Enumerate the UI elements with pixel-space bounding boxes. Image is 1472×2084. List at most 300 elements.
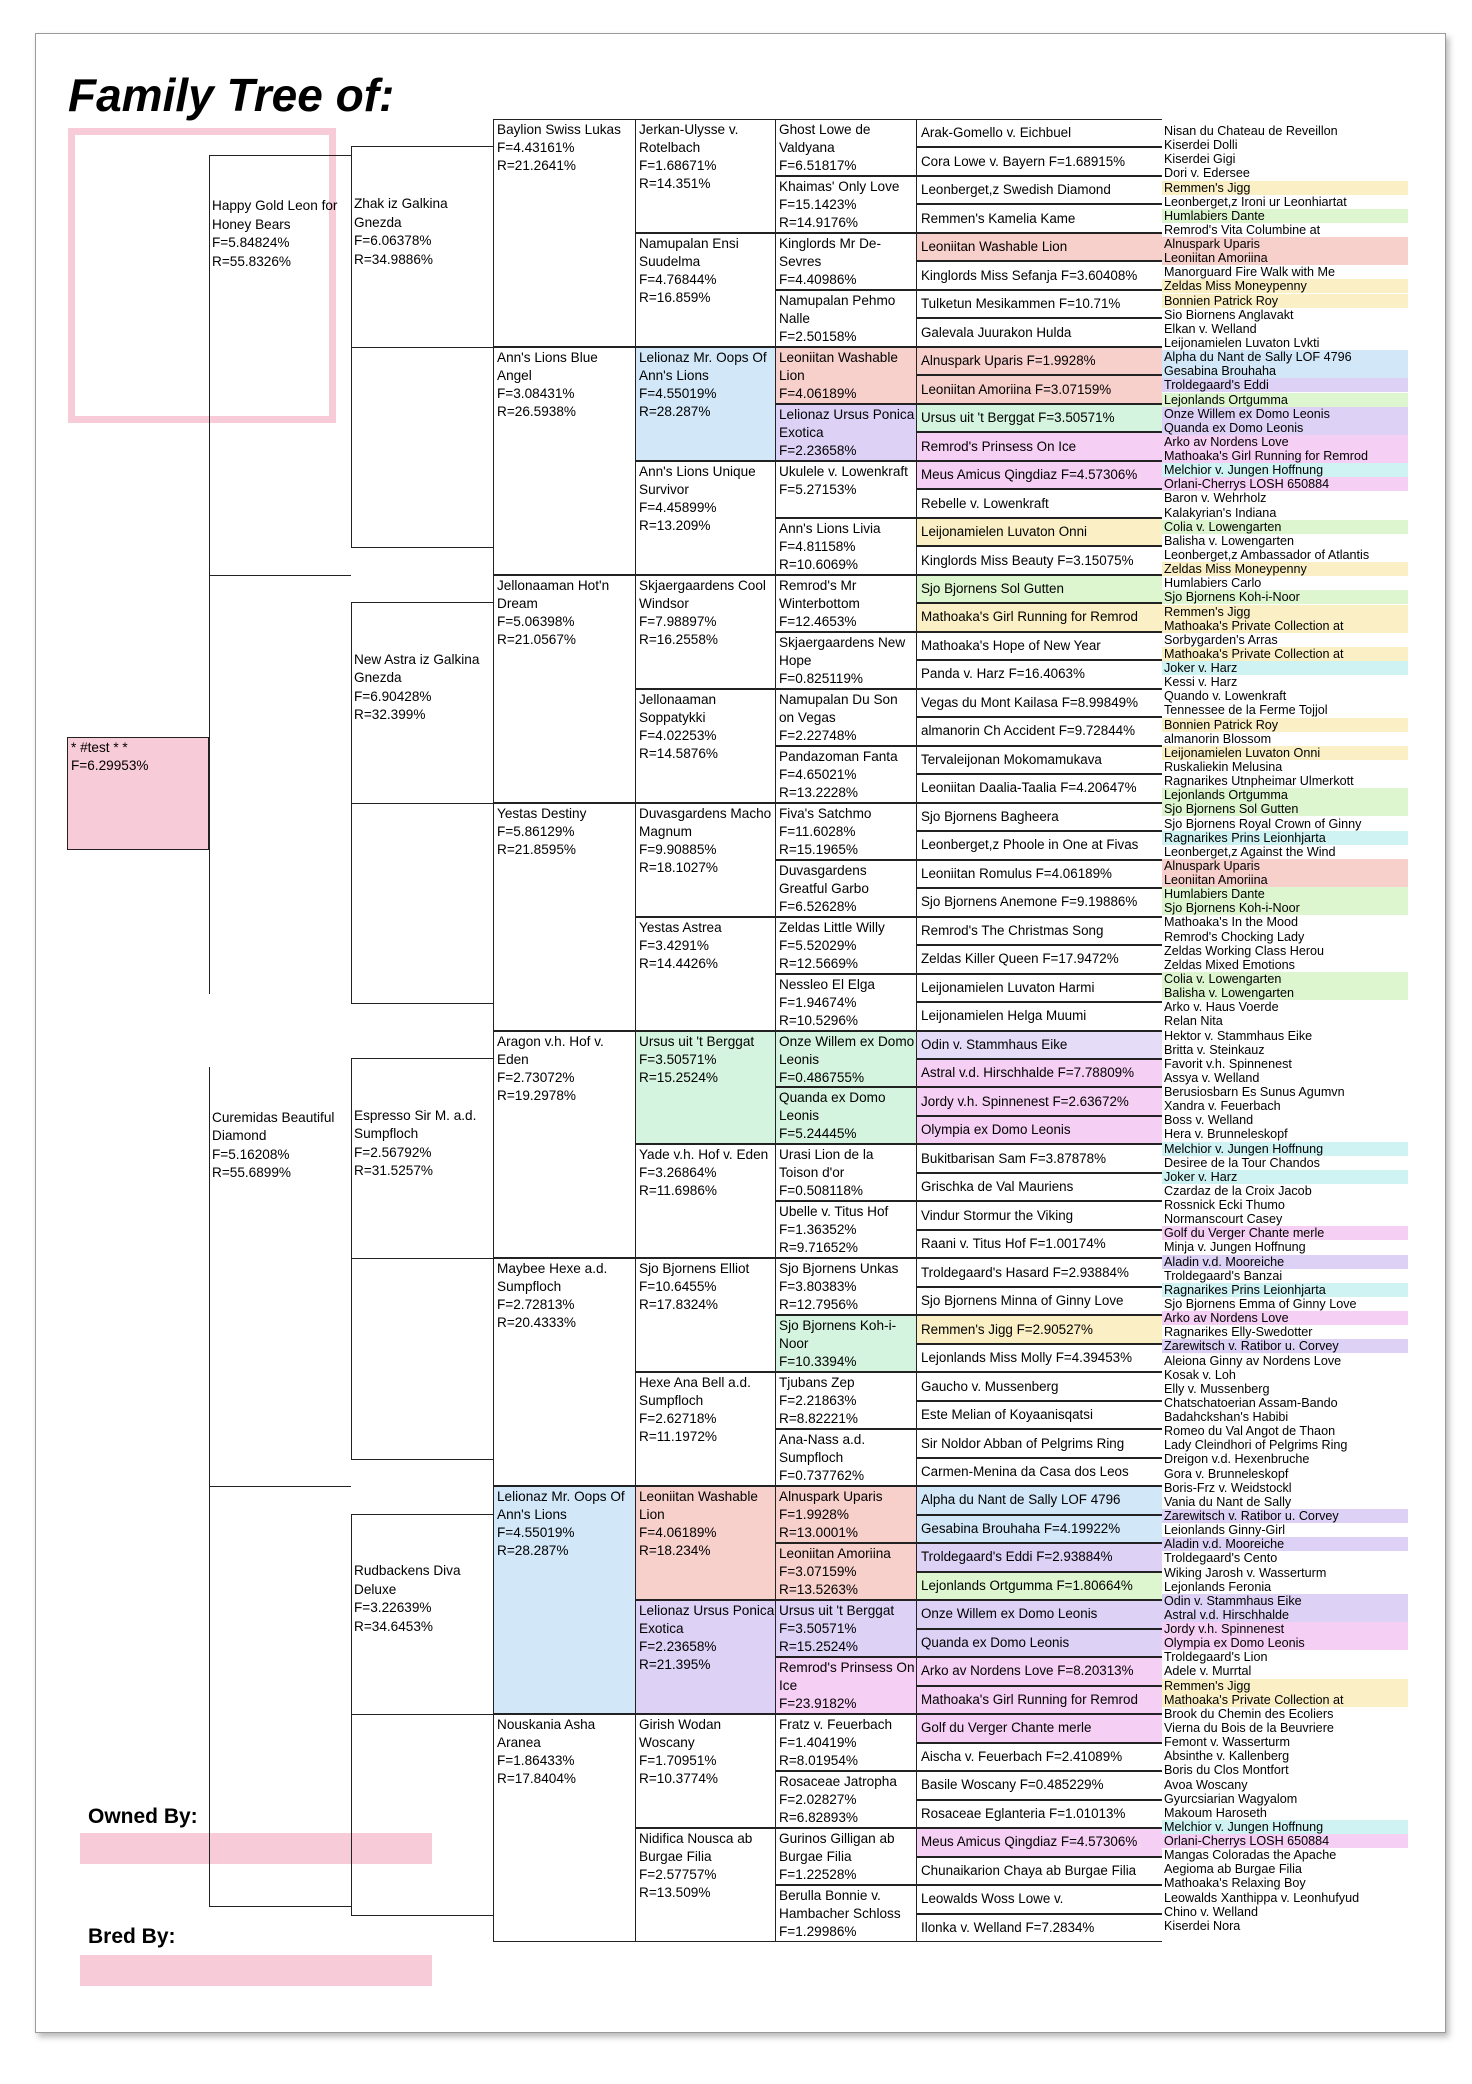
pedigree-gen8-name[interactable]: Zeldas Miss Moneypenny bbox=[1162, 279, 1408, 293]
pedigree-cell-gen7[interactable] bbox=[916, 1600, 1162, 1628]
pedigree-gen8-name[interactable]: Baron v. Wehrholz bbox=[1164, 491, 1267, 506]
pedigree-cell-gen7[interactable] bbox=[916, 1201, 1162, 1229]
pedigree-cell-gen6[interactable] bbox=[775, 974, 916, 1031]
pedigree-cell-gen5[interactable] bbox=[635, 347, 775, 461]
pedigree-cell-gen5[interactable] bbox=[635, 1031, 775, 1145]
pedigree-cell-gen7[interactable] bbox=[916, 119, 1162, 147]
pedigree-cell-gen7[interactable] bbox=[916, 1116, 1162, 1144]
pedigree-cell-gen7[interactable] bbox=[916, 1059, 1162, 1087]
pedigree-gen8-name[interactable]: Joker v. Harz bbox=[1162, 1170, 1408, 1184]
pedigree-cell-gen7[interactable] bbox=[916, 888, 1162, 916]
pedigree-stat: F=0.508118% bbox=[779, 1183, 864, 1199]
pedigree-cell-gen6[interactable] bbox=[775, 1031, 916, 1088]
pedigree-cell-gen7[interactable] bbox=[916, 575, 1162, 603]
pedigree-gen8-name[interactable]: Humlabiers Dante bbox=[1162, 887, 1408, 901]
pedigree-gen8-name[interactable]: Femont v. Wasserturm bbox=[1164, 1735, 1290, 1750]
pedigree-cell-gen6[interactable] bbox=[775, 1258, 916, 1315]
pedigree-gen8-name[interactable]: Leoniitan Amoriina bbox=[1162, 873, 1408, 887]
pedigree-cell-gen7[interactable] bbox=[916, 432, 1162, 460]
pedigree-gen8-name[interactable]: Chatschatoerian Assam-Bando bbox=[1164, 1395, 1338, 1410]
pedigree-gen8-name[interactable]: Orlani-Cherrys LOSH 650884 bbox=[1162, 477, 1408, 491]
pedigree-gen8-name[interactable]: Joker v. Harz bbox=[1162, 661, 1408, 675]
pedigree-gen8-name[interactable]: Dori v. Edersee bbox=[1164, 166, 1250, 181]
pedigree-gen8-name[interactable]: Sjo Bjornens Koh-i-Noor bbox=[1162, 901, 1408, 915]
pedigree-gen8-name[interactable]: Ragnarikes Utnpheimar Ulmerkott bbox=[1164, 774, 1354, 789]
pedigree-cell-gen6[interactable] bbox=[775, 1828, 916, 1885]
pedigree-cell-gen7[interactable] bbox=[916, 404, 1162, 432]
pedigree-cell-gen7[interactable] bbox=[916, 1515, 1162, 1543]
pedigree-cell-gen7[interactable] bbox=[916, 489, 1162, 517]
pedigree-cell-gen7[interactable] bbox=[916, 1486, 1162, 1514]
pedigree-cell-gen7[interactable] bbox=[916, 1572, 1162, 1600]
pedigree-cell-gen7[interactable] bbox=[916, 261, 1162, 289]
pedigree-gen8-name[interactable]: Boss v. Welland bbox=[1164, 1113, 1254, 1128]
pedigree-cell-gen7[interactable] bbox=[916, 1429, 1162, 1457]
pedigree-name: Alpha du Nant de Sally LOF 4796 bbox=[921, 1492, 1121, 1508]
pedigree-gen8-name[interactable]: Bonnien Patrick Roy bbox=[1162, 718, 1408, 732]
pedigree-cell-gen7[interactable] bbox=[916, 632, 1162, 660]
pedigree-name: Ann's Lions Livia bbox=[779, 520, 881, 536]
pedigree-name: Fiva's Satchmo bbox=[779, 805, 872, 821]
pedigree-gen8-name[interactable]: Mathoaka's Private Collection at bbox=[1162, 1693, 1408, 1707]
pedigree-gen8-name[interactable]: Gora v. Brunneleskopf bbox=[1164, 1466, 1289, 1481]
pedigree-gen8-name[interactable]: Kalakyrian's Indiana bbox=[1164, 505, 1277, 520]
pedigree-gen8-name[interactable]: Brook du Chemin des Ecoliers bbox=[1164, 1706, 1334, 1721]
pedigree-cell-gen7[interactable] bbox=[916, 1800, 1162, 1828]
pedigree-cell-gen6[interactable] bbox=[775, 461, 916, 518]
pedigree-name: Leoniitan Washable Lion bbox=[921, 239, 1068, 255]
pedigree-cell-gen7[interactable] bbox=[916, 860, 1162, 888]
pedigree-cell-gen5[interactable] bbox=[635, 803, 775, 917]
pedigree-cell-gen6[interactable] bbox=[775, 1543, 916, 1600]
pedigree-name: Lelionaz Ursus Ponica Exotica bbox=[639, 1603, 775, 1637]
pedigree-cell-gen6[interactable] bbox=[775, 803, 916, 860]
pedigree-gen8-name[interactable]: Manorguard Fire Walk with Me bbox=[1164, 265, 1335, 280]
pedigree-cell-gen5[interactable] bbox=[635, 1372, 775, 1486]
pedigree-cell-gen7[interactable] bbox=[916, 1173, 1162, 1201]
pedigree-name: Fratz v. Feuerbach bbox=[779, 1717, 893, 1733]
pedigree-cell-gen5[interactable] bbox=[635, 917, 775, 1031]
pedigree-gen8-name[interactable]: Quando v. Lowenkraft bbox=[1164, 689, 1287, 704]
pedigree-cell-gen6[interactable] bbox=[775, 1315, 916, 1372]
pedigree-cell-gen3[interactable] bbox=[351, 650, 493, 753]
pedigree-cell-gen4[interactable] bbox=[493, 1714, 635, 1942]
pedigree-cell-gen5[interactable] bbox=[635, 1258, 775, 1372]
pedigree-gen8-name[interactable]: Zeldas Mixed Emotions bbox=[1164, 957, 1295, 972]
pedigree-cell-gen7[interactable] bbox=[916, 1031, 1162, 1059]
pedigree-cell-gen6[interactable] bbox=[775, 1657, 916, 1714]
pedigree-gen8-name[interactable]: Zarewitsch v. Ratibor u. Corvey bbox=[1162, 1339, 1408, 1353]
pedigree-gen8-name[interactable]: Favorit v.h. Spinnenest bbox=[1164, 1056, 1292, 1071]
pedigree-cell-gen7[interactable] bbox=[916, 660, 1162, 688]
pedigree-gen8-name[interactable]: Mangas Coloradas the Apache bbox=[1164, 1848, 1337, 1863]
pedigree-cell-gen7[interactable] bbox=[916, 1087, 1162, 1115]
pedigree-gen8-name[interactable]: Avoa Woscany bbox=[1164, 1777, 1248, 1792]
pedigree-name: Leijonamielen Helga Muumi bbox=[921, 1008, 1087, 1024]
pedigree-stat: F=2.56792% bbox=[354, 1144, 432, 1160]
pedigree-name: Kinglords Miss Beauty F=3.15075% bbox=[921, 552, 1134, 568]
pedigree-gen8-name[interactable]: Sjo Bjornens Sol Gutten bbox=[1162, 802, 1408, 816]
pedigree-gen8-name[interactable]: Bonnien Patrick Roy bbox=[1162, 294, 1408, 308]
pedigree-gen8-name[interactable]: Xandra v. Feuerbach bbox=[1164, 1099, 1281, 1114]
pedigree-gen8-name[interactable]: Lady Cleindhori of Pelgrims Ring bbox=[1164, 1438, 1348, 1453]
pedigree-name: Jerkan-Ulysse v. Rotelbach bbox=[639, 122, 739, 155]
pedigree-cell-gen7[interactable] bbox=[916, 717, 1162, 745]
pedigree-gen8-name[interactable]: Colia v. Lowengarten bbox=[1162, 520, 1408, 534]
pedigree-cell-gen2[interactable] bbox=[209, 196, 351, 296]
pedigree-gen8-name[interactable]: Jordy v.h. Spinnenest bbox=[1162, 1622, 1408, 1636]
pedigree-name: Remrod's Mr Winterbottom bbox=[779, 577, 860, 611]
pedigree-cell-gen3[interactable] bbox=[351, 1561, 493, 1664]
pedigree-name: Namupalan Ensi Suudelma bbox=[639, 235, 739, 269]
pedigree-cell-gen7[interactable] bbox=[916, 1144, 1162, 1172]
pedigree-gen8-name[interactable]: Elly v. Mussenberg bbox=[1164, 1381, 1270, 1396]
pedigree-cell-gen6[interactable] bbox=[775, 176, 916, 233]
pedigree-gen8-name[interactable]: Absinthe v. Kallenberg bbox=[1164, 1749, 1290, 1764]
pedigree-gen8-name[interactable]: Troldegaard's Cento bbox=[1164, 1551, 1278, 1566]
pedigree-cell-gen6[interactable] bbox=[775, 404, 916, 461]
pedigree-gen8-name[interactable]: Relan Nita bbox=[1164, 1014, 1223, 1029]
pedigree-gen8-name[interactable]: Vania du Nant de Sally bbox=[1164, 1494, 1292, 1509]
pedigree-cell-gen7[interactable] bbox=[916, 774, 1162, 802]
pedigree-gen8-name[interactable]: Boris du Clos Montfort bbox=[1164, 1763, 1289, 1778]
pedigree-gen8-name[interactable]: Alpha du Nant de Sally LOF 4796 bbox=[1162, 350, 1408, 364]
pedigree-name: Girish Wodan Woscany bbox=[639, 1717, 722, 1751]
pedigree-gen8-name[interactable]: Britta v. Steinkauz bbox=[1164, 1042, 1265, 1057]
pedigree-cell-gen6[interactable] bbox=[775, 860, 916, 917]
pedigree-cell-gen6[interactable] bbox=[775, 1771, 916, 1828]
pedigree-gen8-name[interactable]: Tennessee de la Ferme Tojjol bbox=[1164, 703, 1328, 718]
pedigree-gen8-name[interactable]: Mathoaka's Private Collection at bbox=[1162, 619, 1408, 633]
pedigree-gen8-name[interactable]: Leoniitan Amoriina bbox=[1162, 251, 1408, 265]
pedigree-cell-gen4[interactable] bbox=[493, 347, 635, 575]
pedigree-gen8-name[interactable]: Kiserdei Dolli bbox=[1164, 138, 1238, 153]
pedigree-gen8-name[interactable]: Normanscourt Casey bbox=[1164, 1212, 1283, 1227]
pedigree-gen8-name[interactable]: Remmen's Jigg bbox=[1162, 181, 1408, 195]
pedigree-gen8-name[interactable]: Zeldas Miss Moneypenny bbox=[1162, 562, 1408, 576]
pedigree-cell-gen6[interactable] bbox=[775, 689, 916, 746]
pedigree-cell-gen7[interactable] bbox=[916, 318, 1162, 346]
pedigree-cell-gen2[interactable] bbox=[209, 1108, 351, 1208]
pedigree-cell-gen7[interactable] bbox=[916, 1828, 1162, 1856]
pedigree-cell-gen7[interactable] bbox=[916, 1344, 1162, 1372]
pedigree-gen8-name[interactable]: Troldegaard's Banzai bbox=[1164, 1268, 1283, 1283]
pedigree-gen8-name[interactable]: Remmen's Jigg bbox=[1162, 1679, 1408, 1693]
pedigree-cell-gen6[interactable] bbox=[775, 746, 916, 803]
pedigree-gen8-name[interactable]: Sjo Bjornens Koh-i-Noor bbox=[1162, 590, 1408, 604]
pedigree-cell-gen7[interactable] bbox=[916, 1287, 1162, 1315]
pedigree-cell-gen5[interactable] bbox=[635, 1714, 775, 1828]
pedigree-cell-gen5[interactable] bbox=[635, 1486, 775, 1600]
pedigree-gen8-name[interactable]: Leowalds Xanthippa v. Leonhufyud bbox=[1164, 1890, 1360, 1905]
pedigree-gen8-name[interactable]: Arko av Nordens Love bbox=[1162, 1311, 1408, 1325]
pedigree-cell-gen7[interactable] bbox=[916, 803, 1162, 831]
pedigree-gen8-name[interactable]: Romeo du Val Angot de Thaon bbox=[1164, 1424, 1336, 1439]
pedigree-gen8-name[interactable]: Zarewitsch v. Ratibor u. Corvey bbox=[1162, 1509, 1408, 1523]
pedigree-cell-gen7[interactable] bbox=[916, 1458, 1162, 1486]
pedigree-cell-gen6[interactable] bbox=[775, 1087, 916, 1144]
pedigree-cell-gen7[interactable] bbox=[916, 1686, 1162, 1714]
pedigree-gen8-name[interactable]: Remmen's Jigg bbox=[1162, 605, 1408, 619]
pedigree-stat: F=4.55019% bbox=[497, 1525, 575, 1541]
pedigree-gen8-name[interactable]: Leionlands Ginny-Girl bbox=[1164, 1523, 1286, 1538]
pedigree-name: almanorin Ch Accident F=9.72844% bbox=[921, 723, 1136, 739]
pedigree-gen8-name[interactable]: Mathoaka's Girl Running for Remrod bbox=[1162, 449, 1408, 463]
pedigree-cell-gen6[interactable] bbox=[775, 1600, 916, 1657]
pedigree-gen8-name[interactable]: Mathoaka's Private Collection at bbox=[1162, 647, 1408, 661]
pedigree-gen8-name[interactable]: Kiserdei Gigi bbox=[1164, 152, 1236, 167]
pedigree-name: * #test * * bbox=[71, 739, 128, 755]
pedigree-cell-gen5[interactable] bbox=[635, 1828, 775, 1942]
pedigree-name: Meus Amicus Qingdiaz F=4.57306% bbox=[921, 1834, 1138, 1850]
pedigree-gen8-name[interactable]: Czardaz de la Croix Jacob bbox=[1164, 1183, 1312, 1198]
pedigree-cell-gen5[interactable] bbox=[635, 461, 775, 575]
pedigree-cell-gen7[interactable] bbox=[916, 945, 1162, 973]
pedigree-gen8-name[interactable]: Berusiosbarn Es Sunus Agumvn bbox=[1164, 1085, 1345, 1100]
pedigree-gen8-name[interactable]: Ragnarikes Prins Leionhjarta bbox=[1162, 831, 1408, 845]
pedigree-cell-gen6[interactable] bbox=[775, 1885, 916, 1942]
pedigree-cell-gen7[interactable] bbox=[916, 1857, 1162, 1885]
pedigree-gen8-name[interactable]: Sio Biornens Anglavakt bbox=[1164, 307, 1294, 322]
pedigree-gen8-name[interactable]: Mathoaka's In the Mood bbox=[1164, 915, 1299, 930]
pedigree-stat: F=4.06189% bbox=[779, 385, 857, 401]
pedigree-gen8-name[interactable]: Hera v. Brunneleskopf bbox=[1164, 1127, 1288, 1142]
pedigree-cell-gen7[interactable] bbox=[916, 1629, 1162, 1657]
pedigree-gen8-name[interactable]: Aleiona Ginny av Nordens Love bbox=[1164, 1353, 1342, 1368]
pedigree-cell-gen6[interactable] bbox=[775, 575, 916, 632]
pedigree-stat: F=3.26864% bbox=[639, 1165, 717, 1181]
pedigree-gen8-name[interactable]: Ragnarikes Prins Leionhjarta bbox=[1162, 1283, 1408, 1297]
pedigree-gen8-name[interactable]: Dreigon v.d. Hexenbruche bbox=[1164, 1452, 1310, 1467]
pedigree-cell-gen7[interactable] bbox=[916, 518, 1162, 546]
pedigree-gen8-name[interactable]: Lejonlands Feronia bbox=[1164, 1579, 1272, 1594]
pedigree-cell-gen5[interactable] bbox=[635, 119, 775, 233]
pedigree-cell-gen7[interactable] bbox=[916, 1885, 1162, 1913]
pedigree-gen8-name[interactable]: Alnuspark Uparis bbox=[1162, 237, 1408, 251]
pedigree-cell-gen4[interactable] bbox=[493, 575, 635, 803]
pedigree-stat: R=34.6453% bbox=[354, 1618, 433, 1634]
pedigree-gen8-name[interactable]: Leijonamielen Luvaton Onni bbox=[1162, 746, 1408, 760]
pedigree-cell-gen7[interactable] bbox=[916, 461, 1162, 489]
pedigree-gen8-name[interactable]: Arko v. Haus Voerde bbox=[1164, 1000, 1279, 1015]
pedigree-gen8-name[interactable]: Elkan v. Welland bbox=[1164, 321, 1257, 336]
pedigree-gen8-name[interactable]: Wiking Jarosh v. Wasserturm bbox=[1164, 1565, 1327, 1580]
pedigree-gen8-name[interactable]: Troldegaard's Lion bbox=[1164, 1650, 1268, 1665]
pedigree-name: Alnuspark Uparis bbox=[779, 1489, 883, 1505]
pedigree-gen8-name[interactable]: Sorbygarden's Arras bbox=[1164, 632, 1278, 647]
pedigree-name: Chunaikarion Chaya ab Burgae Filia bbox=[921, 1862, 1137, 1878]
pedigree-cell-gen6[interactable] bbox=[775, 119, 916, 176]
pedigree-gen8-name[interactable]: Rossnick Ecki Thumo bbox=[1164, 1198, 1285, 1213]
pedigree-cell-gen3[interactable] bbox=[351, 1106, 493, 1209]
pedigree-cell-gen4[interactable] bbox=[493, 1031, 635, 1259]
pedigree-gen8-name[interactable]: Lejonlands Ortgumma bbox=[1162, 393, 1408, 407]
pedigree-cell-gen7[interactable] bbox=[916, 1771, 1162, 1799]
pedigree-gen8-name[interactable]: Chino v. Welland bbox=[1164, 1904, 1259, 1919]
pedigree-cell-gen7[interactable] bbox=[916, 290, 1162, 318]
pedigree-gen8-name[interactable]: Leonberget,z Against the Wind bbox=[1164, 844, 1336, 859]
pedigree-name: Kinglords Miss Sefanja F=3.60408% bbox=[921, 267, 1138, 283]
pedigree-gen8-name[interactable]: Ragnarikes Elly-Swedotter bbox=[1164, 1325, 1313, 1340]
pedigree-gen8-name[interactable]: Melchior v. Jungen Hoffnung bbox=[1162, 1142, 1408, 1156]
pedigree-gen8-name[interactable]: Lejonlands Ortgumma bbox=[1162, 788, 1408, 802]
pedigree-gen8-name[interactable]: Humlabiers Dante bbox=[1162, 209, 1408, 223]
pedigree-cell-gen6[interactable] bbox=[775, 518, 916, 575]
pedigree-cell-gen7[interactable] bbox=[916, 1315, 1162, 1343]
pedigree-cell-gen7[interactable] bbox=[916, 1714, 1162, 1742]
pedigree-cell-gen7[interactable] bbox=[916, 1258, 1162, 1286]
pedigree-gen8-name[interactable]: Hektor v. Stammhaus Eike bbox=[1164, 1028, 1313, 1043]
pedigree-gen8-name[interactable]: Mathoaka's Relaxing Boy bbox=[1164, 1876, 1306, 1891]
pedigree-stat: R=16.859% bbox=[639, 289, 711, 305]
pedigree-cell-gen7[interactable] bbox=[916, 689, 1162, 717]
pedigree-gen8-name[interactable]: Melchior v. Jungen Hoffnung bbox=[1162, 463, 1408, 477]
pedigree-gen8-name[interactable]: Assya v. Welland bbox=[1164, 1070, 1260, 1085]
pedigree-cell-gen7[interactable] bbox=[916, 176, 1162, 204]
pedigree-gen8-name[interactable]: Sjo Bjornens Royal Crown of Ginny bbox=[1164, 816, 1362, 831]
pedigree-stat: R=13.509% bbox=[639, 1885, 711, 1901]
pedigree-gen8-name[interactable]: Gesabina Brouhaha bbox=[1162, 364, 1408, 378]
pedigree-name: Rosaceae Eglanteria F=1.01013% bbox=[921, 1805, 1126, 1821]
pedigree-cell-gen6[interactable] bbox=[775, 1201, 916, 1258]
pedigree-cell-gen6[interactable] bbox=[775, 917, 916, 974]
pedigree-gen8-name[interactable]: Zeldas Working Class Herou bbox=[1164, 943, 1325, 958]
pedigree-stat: F=6.06378% bbox=[354, 233, 432, 249]
pedigree-cell-gen7[interactable] bbox=[916, 147, 1162, 175]
pedigree-name: Ursus uit 't Berggat bbox=[639, 1033, 755, 1049]
pedigree-gen8-name[interactable]: Minja v. Jungen Hoffnung bbox=[1164, 1240, 1306, 1255]
pedigree-cell-gen7[interactable] bbox=[916, 1372, 1162, 1400]
pedigree-gen8-name[interactable]: Desiree de la Tour Chandos bbox=[1164, 1155, 1320, 1170]
pedigree-gen8-name[interactable]: Boris-Frz v. Weidstockl bbox=[1164, 1480, 1292, 1495]
pedigree-cell-gen7[interactable] bbox=[916, 831, 1162, 859]
pedigree-cell-gen7[interactable] bbox=[916, 204, 1162, 232]
pedigree-cell-gen6[interactable] bbox=[775, 1372, 916, 1429]
pedigree-gen8-name[interactable]: Nisan du Chateau de Reveillon bbox=[1164, 124, 1338, 138]
pedigree-stat: R=20.4333% bbox=[497, 1315, 576, 1331]
pedigree-cell-gen7[interactable] bbox=[916, 1401, 1162, 1429]
pedigree-gen8-name[interactable]: Golf du Verger Chante merle bbox=[1162, 1226, 1408, 1240]
pedigree-gen8-name[interactable]: Onze Willem ex Domo Leonis bbox=[1162, 407, 1408, 421]
pedigree-gen8-name[interactable]: Aladin v.d. Mooreiche bbox=[1162, 1255, 1408, 1269]
pedigree-cell-gen7[interactable] bbox=[916, 974, 1162, 1002]
pedigree-cell-gen1[interactable] bbox=[67, 737, 209, 850]
pedigree-stat: F=0.825119% bbox=[779, 670, 864, 686]
pedigree-cell-gen4[interactable] bbox=[493, 803, 635, 1031]
pedigree-gen8-name[interactable]: Quanda ex Domo Leonis bbox=[1162, 421, 1408, 435]
pedigree-name: Remrod's Prinsess On Ice bbox=[779, 1660, 915, 1694]
pedigree-cell-gen7[interactable] bbox=[916, 1002, 1162, 1030]
pedigree-name: Ukulele v. Lowenkraft bbox=[779, 463, 908, 479]
pedigree-cell-gen6[interactable] bbox=[775, 632, 916, 689]
pedigree-cell-gen6[interactable] bbox=[775, 1714, 916, 1771]
pedigree-gen8-name[interactable]: Troldegaard's Eddi bbox=[1162, 378, 1408, 392]
pedigree-gen8-name[interactable]: Balisha v. Lowengarten bbox=[1164, 533, 1294, 548]
pedigree-gen8-name[interactable]: Aladin v.d. Mooreiche bbox=[1162, 1537, 1408, 1551]
pedigree-gen8-name[interactable]: Arko av Nordens Love bbox=[1162, 435, 1408, 449]
pedigree-gen8-name[interactable]: Vierna du Bois de la Beuvriere bbox=[1164, 1721, 1334, 1735]
pedigree-gen8-name[interactable]: Leonberget,z Ironi ur Leonhiartat bbox=[1164, 194, 1347, 209]
pedigree-cell-gen7[interactable] bbox=[916, 1230, 1162, 1258]
pedigree-gen8-name[interactable]: Astral v.d. Hirschhalde bbox=[1162, 1608, 1408, 1622]
pedigree-cell-gen6[interactable] bbox=[775, 290, 916, 347]
pedigree-gen8-name[interactable]: Kiserdei Nora bbox=[1164, 1918, 1241, 1933]
pedigree-cell-gen7[interactable] bbox=[916, 375, 1162, 403]
pedigree-gen8-name[interactable]: Humlabiers Carlo bbox=[1164, 576, 1262, 591]
pedigree-cell-gen7[interactable] bbox=[916, 917, 1162, 945]
pedigree-cell-gen5[interactable] bbox=[635, 1144, 775, 1258]
pedigree-cell-gen3[interactable] bbox=[351, 194, 493, 297]
pedigree-cell-gen7[interactable] bbox=[916, 546, 1162, 574]
pedigree-gen8-name[interactable]: Gyurcsiarian Wagyalom bbox=[1164, 1791, 1298, 1806]
pedigree-cell-gen7[interactable] bbox=[916, 233, 1162, 261]
pedigree-cell-gen7[interactable] bbox=[916, 603, 1162, 631]
pedigree-gen8-name[interactable]: Olympia ex Domo Leonis bbox=[1162, 1636, 1408, 1650]
pedigree-cell-gen5[interactable] bbox=[635, 575, 775, 689]
pedigree-cell-gen4[interactable] bbox=[493, 119, 635, 347]
pedigree-cell-gen4[interactable] bbox=[493, 1486, 635, 1714]
pedigree-gen8-name[interactable]: Remrod's Chocking Lady bbox=[1164, 929, 1305, 944]
pedigree-cell-gen5[interactable] bbox=[635, 1600, 775, 1714]
pedigree-name: Berulla Bonnie v. Hambacher Schloss bbox=[779, 1888, 901, 1922]
pedigree-name: Lelionaz Mr. Oops Of Ann's Lions bbox=[497, 1489, 625, 1523]
pedigree-stat: F=1.86433% bbox=[497, 1753, 575, 1769]
pedigree-gen8-name[interactable]: Melchior v. Jungen Hoffnung bbox=[1162, 1820, 1408, 1834]
pedigree-cell-gen5[interactable] bbox=[635, 233, 775, 347]
pedigree-name: Onze Willem ex Domo Leonis bbox=[779, 1033, 915, 1067]
pedigree-stat: F=3.08431% bbox=[497, 385, 575, 401]
pedigree-cell-gen7[interactable] bbox=[916, 1914, 1162, 1942]
connector-line bbox=[351, 1714, 493, 1715]
bred-by-label: Bred By: bbox=[88, 1925, 176, 1948]
pedigree-cell-gen7[interactable] bbox=[916, 746, 1162, 774]
pedigree-gen8-name[interactable]: almanorin Blossom bbox=[1164, 731, 1272, 746]
pedigree-gen8-name[interactable]: Sjo Bjornens Emma of Ginny Love bbox=[1164, 1297, 1357, 1312]
pedigree-gen8-name[interactable]: Ruskaliekin Melusina bbox=[1164, 759, 1283, 774]
pedigree-stat: F=3.4291% bbox=[639, 937, 709, 953]
pedigree-gen8-name[interactable]: Badahckshan's Habibi bbox=[1164, 1410, 1289, 1425]
pedigree-cell-gen4[interactable] bbox=[493, 1258, 635, 1486]
pedigree-gen8-name[interactable]: Kosak v. Loh bbox=[1164, 1367, 1236, 1382]
pedigree-name: Panda v. Harz F=16.4063% bbox=[921, 666, 1085, 682]
pedigree-gen8-name[interactable]: Leijonamielen Luvaton Lvkti bbox=[1164, 335, 1320, 350]
pedigree-stat: R=6.82893% bbox=[779, 1810, 858, 1826]
pedigree-name: Basile Woscany F=0.485229% bbox=[921, 1777, 1104, 1793]
pedigree-gen8-name[interactable]: Aegioma ab Burgae Filia bbox=[1164, 1862, 1302, 1877]
pedigree-cell-gen6[interactable] bbox=[775, 233, 916, 290]
pedigree-cell-gen7[interactable] bbox=[916, 347, 1162, 375]
pedigree-cell-gen6[interactable] bbox=[775, 1486, 916, 1543]
pedigree-cell-gen7[interactable] bbox=[916, 1543, 1162, 1571]
pedigree-gen8-name[interactable]: Adele v. Murrtal bbox=[1164, 1664, 1252, 1679]
pedigree-gen8-name[interactable]: Colia v. Lowengarten bbox=[1162, 972, 1408, 986]
pedigree-gen8-name[interactable]: Odin v. Stammhaus Eike bbox=[1162, 1594, 1408, 1608]
pedigree-cell-gen6[interactable] bbox=[775, 347, 916, 404]
pedigree-cell-gen6[interactable] bbox=[775, 1144, 916, 1201]
pedigree-cell-gen5[interactable] bbox=[635, 689, 775, 803]
pedigree-gen8-name[interactable]: Balisha v. Lowengarten bbox=[1162, 986, 1408, 1000]
pedigree-cell-gen7[interactable] bbox=[916, 1657, 1162, 1685]
pedigree-gen8-name[interactable]: Leonberget,z Ambassador of Atlantis bbox=[1164, 547, 1370, 562]
pedigree-gen8-name[interactable]: Remrod's Vita Columbine at bbox=[1164, 222, 1321, 237]
pedigree-gen8-name[interactable]: Alnuspark Uparis bbox=[1162, 859, 1408, 873]
pedigree-gen8-name[interactable]: Kessi v. Harz bbox=[1164, 675, 1238, 690]
pedigree-cell-gen6[interactable] bbox=[775, 1429, 916, 1486]
pedigree-cell-gen7[interactable] bbox=[916, 1743, 1162, 1771]
pedigree-gen8-name[interactable]: Orlani-Cherrys LOSH 650884 bbox=[1162, 1834, 1408, 1848]
pedigree-name: Ann's Lions Unique Survivor bbox=[639, 463, 756, 497]
pedigree-gen8-name[interactable]: Makoum Haroseth bbox=[1164, 1805, 1267, 1820]
